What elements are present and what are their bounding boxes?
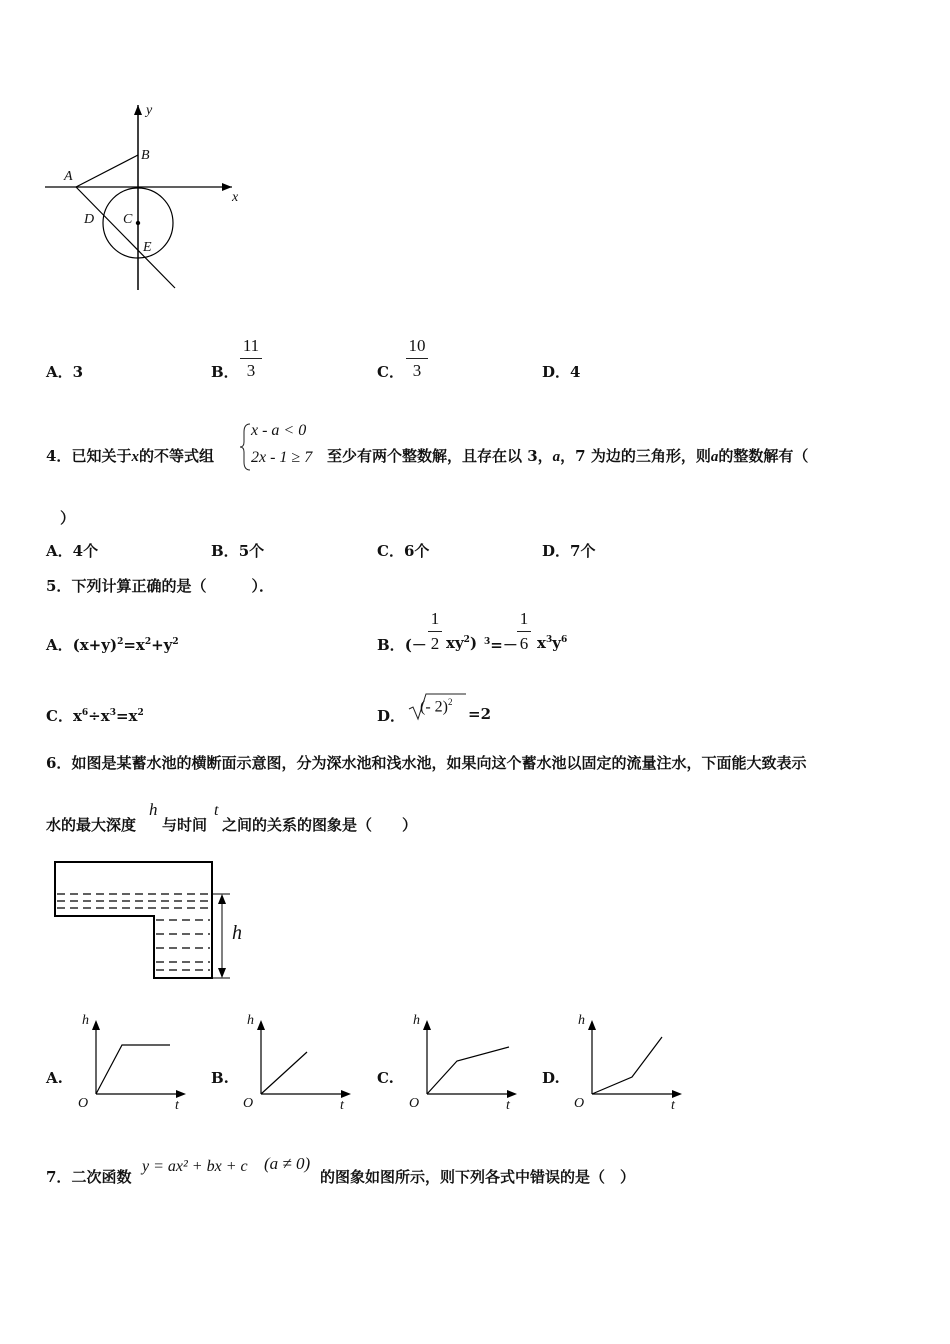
reservoir-cross-section: [50, 858, 260, 988]
q6-c-o: O: [409, 1096, 420, 1111]
q7-formula: y = ax² + bx + c: [142, 1158, 248, 1175]
axis-x-label: x: [232, 190, 239, 205]
q5-text: 5．下列计算正确的是（ ）．: [46, 577, 274, 595]
q5-option-b-cont: $xy^2$): [446, 634, 478, 652]
q6-option-d[interactable]: D.: [542, 1069, 560, 1087]
q3-option-d[interactable]: D．4: [542, 363, 581, 381]
q5-option-d[interactable]: D．: [377, 707, 406, 725]
q4-text-cont: 至少有两个整数解，且存在以 3，a，7 为边的三角形，则a的整数解有（: [327, 447, 809, 465]
q6-a-o: O: [78, 1096, 89, 1111]
q4-close-paren: ）: [60, 509, 76, 527]
q6-graph-c: [423, 1018, 523, 1103]
q6-h-var: h: [149, 800, 158, 819]
q6-graph-d: [588, 1018, 688, 1103]
q3-option-c[interactable]: C．: [377, 363, 404, 381]
q6-d-t: t: [671, 1098, 675, 1113]
q7-text-end: 的图象如图所示，则下列各式中错误的是（ ）: [320, 1168, 636, 1186]
tank-h-label: h: [232, 922, 242, 944]
q6-b-o: O: [243, 1096, 254, 1111]
q5-option-b-cont2: $^3$=－: [484, 636, 518, 654]
q6-graph-b: [257, 1018, 357, 1103]
q3-option-b[interactable]: B．: [211, 363, 239, 381]
q5-option-c[interactable]: C．$x^6\div x^3=x^2$: [46, 707, 144, 725]
q3-option-b-fraction: 11 3: [240, 336, 262, 381]
q6-a-t: t: [175, 1098, 179, 1113]
q5-d-radicand: (- 2)$^2$: [420, 697, 453, 716]
q6-graph-a: [92, 1018, 192, 1103]
point-a-label: A: [64, 169, 73, 184]
q6-d-h: h: [578, 1013, 585, 1028]
point-c-label: C: [123, 212, 133, 227]
q6-option-a[interactable]: A.: [46, 1069, 63, 1087]
q7-text: 7．二次函数: [46, 1168, 132, 1186]
q6-d-o: O: [574, 1096, 585, 1111]
q7-condition: (a ≠ 0): [264, 1154, 311, 1173]
point-b-label: B: [141, 148, 150, 163]
q6-text-line2: 水的最大深度: [46, 816, 137, 834]
q5-b-fraction-1: 1 2: [428, 609, 442, 654]
q6-b-t: t: [340, 1098, 344, 1113]
q3-option-a[interactable]: A．3: [46, 363, 84, 381]
q5-option-a[interactable]: A．$(x+y)^2=x^2+y^2$: [46, 636, 179, 654]
q4-option-b[interactable]: B．5个: [211, 542, 265, 560]
circle-tangent-figure: [40, 100, 250, 300]
q5-d-equals: =2: [468, 705, 492, 723]
point-e-label: E: [143, 240, 152, 255]
q4-option-d[interactable]: D．7个: [542, 542, 596, 560]
q6-c-t: t: [506, 1098, 510, 1113]
q6-text-line2-mid: 与时间: [162, 816, 208, 834]
q6-text-line2-end: 之间的关系的图象是（ ）: [222, 816, 418, 834]
q4-option-a[interactable]: A．4个: [46, 542, 99, 560]
axis-y-label: y: [146, 103, 153, 118]
q5-option-b[interactable]: B．(－: [377, 636, 427, 654]
q6-c-h: h: [413, 1013, 420, 1028]
q4-inequality-1: x - a < 0: [251, 422, 307, 439]
q6-a-h: h: [82, 1013, 89, 1028]
point-d-label: D: [84, 212, 95, 227]
q6-t-var: t: [214, 802, 219, 819]
q4-option-c[interactable]: C．6个: [377, 542, 430, 560]
q6-text-line1: 6．如图是某蓄水池的横断面示意图，分为深水池和浅水池，如果向这个蓄水池以固定的流量注水，下面能大致表示: [46, 754, 807, 772]
q3-option-c-fraction: 10 3: [406, 336, 428, 381]
q4-inequality-2: 2x - 1 ≥ 7: [251, 449, 313, 466]
q6-option-b[interactable]: B.: [211, 1069, 229, 1087]
q5-b-fraction-2: 1 6: [517, 609, 531, 654]
q6-option-c[interactable]: C.: [377, 1069, 394, 1087]
q5-option-b-cont3: $x^3y^6$: [537, 634, 568, 652]
q6-b-h: h: [247, 1013, 254, 1028]
q4-text: 4．已知关于x的不等式组: [46, 447, 214, 465]
